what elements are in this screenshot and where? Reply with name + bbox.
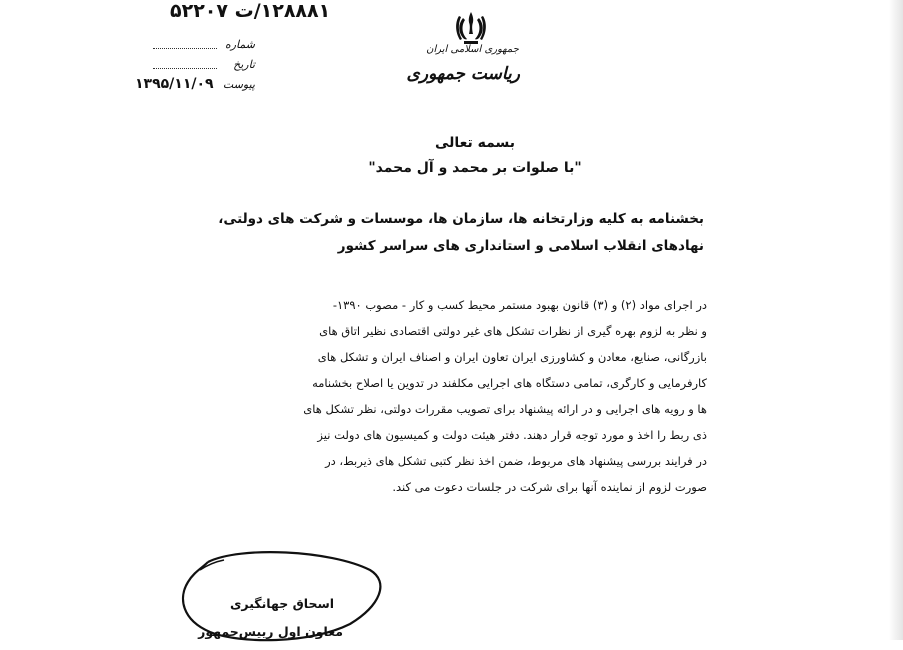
addressee-block	[218, 206, 704, 260]
scan-edge-shadow	[889, 0, 903, 640]
date-label: تاریخ	[233, 58, 255, 71]
document-meta	[135, 36, 255, 96]
body-line: بازرگانی، صنایع، معادن و کشاورزی ایران تعاون ایران و اصناف ایران و تشکل های	[317, 350, 707, 364]
salutation: "با صلوات بر محمد و آل محمد"	[368, 160, 582, 176]
date-dotted-line	[153, 68, 217, 69]
republic-name: جمهوری اسلامی ایران	[426, 44, 519, 55]
signer-name: اسحاق جهانگیری	[229, 596, 335, 611]
body-line: کارفرمایی و کارگری، تمامی دستگاه های اجرایی مکلفند در تدوین یا اصلاح بخشنامه	[312, 376, 707, 390]
body-line: ذی ربط را اخذ و مورد توجه قرار دهند. دفتر هیئت دولت و کمیسیون های دولت نیز	[317, 428, 707, 442]
iran-emblem-icon	[454, 8, 488, 48]
body-line: و نظر به لزوم بهره گیری از نظرات تشکل های غیر دولتی اقتصادی نظیر اتاق های	[319, 324, 707, 338]
body-line: صورت لزوم از نماینده آنها برای شرکت در جلسات دعوت می کند.	[392, 480, 707, 494]
attachment-label: پیوست	[222, 78, 255, 91]
number-label: شماره	[224, 38, 255, 51]
date-value: ۱۳۹۵/۱۱/۰۹	[135, 76, 214, 92]
presidency-name: ریاست جمهوری	[406, 64, 520, 84]
attachment-line	[135, 76, 255, 96]
addressee-line: نهادهای انقلاب اسلامی و استانداری های سراسر کشور	[337, 238, 704, 254]
addressee-line: بخشنامه به کلیه وزارتخانه ها، سازمان ها، موسسات و شرکت های دولتی،	[218, 211, 704, 227]
body-line: در اجرای مواد (۲) و (۳) قانون بهبود مستمر محیط کسب و کار - مصوب ۱۳۹۰-	[332, 298, 707, 312]
body-line: ها و رویه های اجرایی و در ارائه پیشنهاد برای تصویب مقررات دولتی، نظر تشکل های	[303, 402, 707, 416]
body-line: در فرایند بررسی پیشنهاد های مربوط، ضمن اخذ نظر کتبی تشکل های ذیربط، در	[325, 454, 707, 468]
number-line	[135, 36, 255, 56]
letter-body	[303, 292, 707, 500]
number-dotted-line	[153, 48, 217, 49]
reference-number: ۱۲۸۸۸۱/ت ۵۲۲۰۷	[170, 0, 331, 22]
signer-title: معاون اول رییس‌جمهور	[198, 624, 343, 639]
date-line	[135, 56, 255, 76]
invocation: بسمه تعالی	[434, 135, 516, 151]
